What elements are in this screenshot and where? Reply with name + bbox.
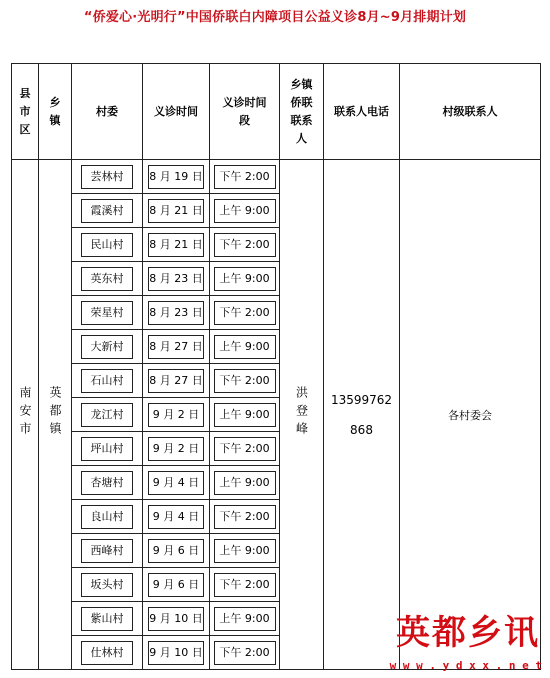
- town-contact-text: 洪登峰: [294, 386, 309, 440]
- village-cell: [72, 568, 143, 602]
- village-cell: [72, 364, 143, 398]
- village-name: 大新村: [81, 335, 133, 359]
- period-cell: [210, 330, 280, 364]
- header-row: [12, 64, 541, 160]
- town-contact-cell: [280, 160, 324, 670]
- date-value: 8 月 19 日: [148, 165, 204, 189]
- period-value: 下午 2:00: [214, 437, 276, 461]
- period-cell: [210, 296, 280, 330]
- date-value: 9 月 4 日: [148, 505, 204, 529]
- period-cell: [210, 194, 280, 228]
- village-contact-cell: [400, 160, 541, 670]
- page-title: “侨爱心·光明行”中国侨联白内障项目公益义诊8月~9月排期计划: [83, 10, 467, 25]
- village-cell: [72, 262, 143, 296]
- village-name: 石山村: [81, 369, 133, 393]
- date-value: 8 月 27 日: [148, 335, 204, 359]
- village-name: 坂头村: [81, 573, 133, 597]
- date-cell: [143, 466, 210, 500]
- header-village-contact: 村级联系人: [400, 64, 541, 160]
- period-value: 下午 2:00: [214, 165, 276, 189]
- header-period: 义诊时间段: [210, 64, 280, 160]
- date-cell: [143, 432, 210, 466]
- header-town-contact: 乡镇侨联联系人: [280, 64, 324, 160]
- period-value: 下午 2:00: [214, 573, 276, 597]
- period-cell: [210, 500, 280, 534]
- village-name: 民山村: [81, 233, 133, 257]
- village-cell: [72, 160, 143, 194]
- period-cell: [210, 262, 280, 296]
- date-cell: [143, 398, 210, 432]
- county-text: 南安市: [18, 386, 32, 440]
- header-town: 乡镇: [39, 64, 72, 160]
- date-value: 8 月 23 日: [148, 301, 204, 325]
- date-cell: [143, 228, 210, 262]
- village-cell: [72, 330, 143, 364]
- village-name: 杏塘村: [81, 471, 133, 495]
- village-cell: [72, 636, 143, 670]
- period-value: 下午 2:00: [214, 233, 276, 257]
- period-cell: [210, 466, 280, 500]
- period-value: 上午 9:00: [214, 199, 276, 223]
- date-value: 9 月 6 日: [148, 573, 204, 597]
- period-cell: [210, 398, 280, 432]
- date-value: 9 月 2 日: [148, 403, 204, 427]
- date-cell: [143, 534, 210, 568]
- phone-cell: [324, 160, 400, 670]
- date-cell: [143, 160, 210, 194]
- village-cell: [72, 534, 143, 568]
- town-text: 英都镇: [48, 386, 62, 440]
- watermark-logo: 英都乡讯: [396, 613, 540, 653]
- village-cell: [72, 602, 143, 636]
- village-name: 紫山村: [81, 607, 133, 631]
- date-cell: [143, 296, 210, 330]
- date-cell: [143, 330, 210, 364]
- village-name: 西峰村: [81, 539, 133, 563]
- village-cell: [72, 296, 143, 330]
- date-cell: [143, 364, 210, 398]
- table-row: [12, 160, 541, 194]
- header-date: 义诊时间: [143, 64, 210, 160]
- village-name: 英东村: [81, 267, 133, 291]
- schedule-body: [12, 160, 541, 670]
- village-cell: [72, 194, 143, 228]
- period-cell: [210, 228, 280, 262]
- date-value: 9 月 6 日: [148, 539, 204, 563]
- date-value: 8 月 27 日: [148, 369, 204, 393]
- period-value: 上午 9:00: [214, 267, 276, 291]
- village-cell: [72, 500, 143, 534]
- period-cell: [210, 160, 280, 194]
- period-cell: [210, 602, 280, 636]
- watermark-url: w w w . y d x x . n e t: [389, 659, 542, 672]
- schedule-table: [11, 63, 541, 670]
- village-cell: [72, 466, 143, 500]
- village-name: 芸林村: [81, 165, 133, 189]
- village-contact-text: 各村委会: [448, 408, 492, 422]
- period-value: 上午 9:00: [214, 403, 276, 427]
- county-cell: [12, 160, 39, 670]
- date-value: 9 月 10 日: [148, 607, 204, 631]
- period-value: 下午 2:00: [214, 641, 276, 665]
- date-cell: [143, 568, 210, 602]
- period-value: 上午 9:00: [214, 539, 276, 563]
- period-value: 下午 2:00: [214, 301, 276, 325]
- phone-line2: 868: [350, 422, 373, 437]
- village-name: 良山村: [81, 505, 133, 529]
- period-cell: [210, 534, 280, 568]
- period-cell: [210, 568, 280, 602]
- header-county: 县市区: [12, 64, 39, 160]
- date-cell: [143, 194, 210, 228]
- period-cell: [210, 432, 280, 466]
- phone-line1: 13599762: [330, 392, 393, 407]
- date-value: 9 月 4 日: [148, 471, 204, 495]
- date-cell: [143, 602, 210, 636]
- town-cell: [39, 160, 72, 670]
- period-value: 下午 2:00: [214, 505, 276, 529]
- village-cell: [72, 398, 143, 432]
- village-cell: [72, 432, 143, 466]
- period-value: 上午 9:00: [214, 607, 276, 631]
- date-cell: [143, 262, 210, 296]
- header-village: 村委: [72, 64, 143, 160]
- date-cell: [143, 500, 210, 534]
- date-value: 8 月 23 日: [148, 267, 204, 291]
- village-name: 霞溪村: [81, 199, 133, 223]
- date-value: 9 月 10 日: [148, 641, 204, 665]
- header-phone: 联系人电话: [324, 64, 400, 160]
- period-value: 下午 2:00: [214, 369, 276, 393]
- date-value: 9 月 2 日: [148, 437, 204, 461]
- village-name: 龙江村: [81, 403, 133, 427]
- village-name: 坪山村: [81, 437, 133, 461]
- date-cell: [143, 636, 210, 670]
- period-value: 上午 9:00: [214, 471, 276, 495]
- period-cell: [210, 364, 280, 398]
- village-name: 仕林村: [81, 641, 133, 665]
- period-value: 上午 9:00: [214, 335, 276, 359]
- date-value: 8 月 21 日: [148, 199, 204, 223]
- village-name: 荣星村: [81, 301, 133, 325]
- period-cell: [210, 636, 280, 670]
- village-cell: [72, 228, 143, 262]
- date-value: 8 月 21 日: [148, 233, 204, 257]
